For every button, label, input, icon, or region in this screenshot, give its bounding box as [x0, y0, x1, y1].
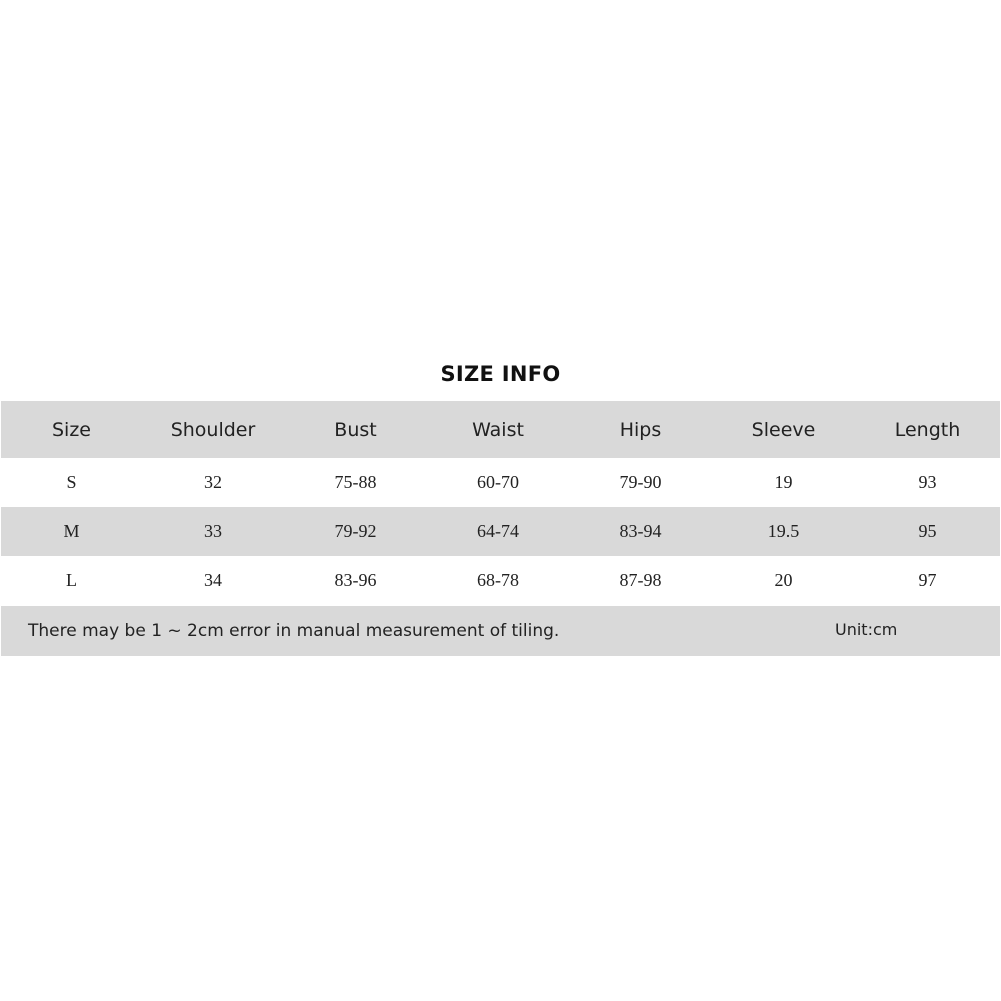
header-bust: Bust — [334, 418, 377, 441]
cell-waist: 68-78 — [477, 570, 519, 590]
cell-bust: 83-96 — [334, 570, 377, 590]
table-row — [1, 458, 1000, 507]
cell-hips: 83-94 — [619, 521, 662, 541]
cell-size: M — [63, 521, 80, 541]
header-shoulder: Shoulder — [170, 418, 256, 441]
header-hips: Hips — [619, 418, 662, 441]
footnote-row — [1, 606, 1000, 656]
cell-length: 93 — [918, 472, 937, 492]
cell-shoulder: 34 — [204, 570, 222, 590]
cell-length: 97 — [918, 570, 937, 590]
cell-size: S — [66, 472, 77, 492]
header-sleeve: Sleeve — [751, 418, 816, 441]
cell-bust: 79-92 — [334, 521, 377, 541]
cell-sleeve: 19 — [774, 472, 793, 492]
cell-bust: 75-88 — [334, 472, 377, 492]
header-waist: Waist — [472, 418, 524, 441]
cell-hips: 79-90 — [619, 472, 662, 492]
cell-length: 95 — [918, 521, 937, 541]
table-row — [1, 556, 1000, 605]
cell-hips: 87-98 — [619, 570, 662, 590]
measurement-note: There may be 1 ~ 2cm error in manual measurement of tiling. — [28, 621, 560, 641]
header-size: Size — [51, 418, 91, 441]
table-row — [1, 507, 1000, 556]
cell-size: L — [66, 570, 77, 590]
cell-waist: 64-74 — [477, 521, 519, 541]
cell-shoulder: 32 — [204, 472, 222, 492]
size-table — [1, 401, 1000, 605]
table-header-row — [1, 401, 1000, 458]
cell-shoulder: 33 — [204, 521, 222, 541]
cell-sleeve: 19.5 — [767, 521, 800, 541]
unit-label: Unit:cm — [835, 620, 898, 639]
cell-waist: 60-70 — [477, 472, 519, 492]
cell-sleeve: 20 — [774, 570, 793, 590]
page-title: SIZE INFO — [440, 362, 561, 386]
header-length: Length — [894, 418, 961, 441]
